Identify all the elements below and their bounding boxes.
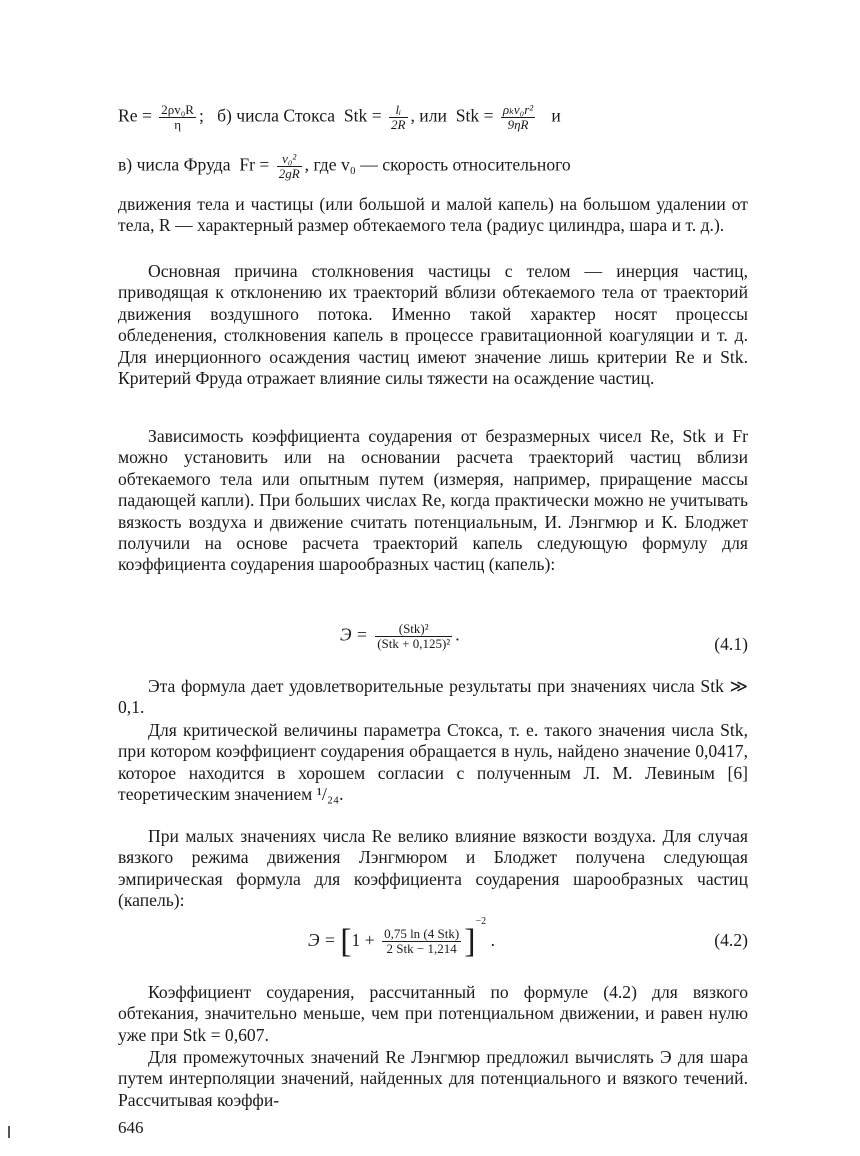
separator: ; <box>198 105 204 126</box>
formula-line-re-stk <box>118 103 758 132</box>
fr-numerator: v₀² <box>282 151 297 166</box>
paragraph-critical-stokes: Для критической величины параметра Стокса, т. е. такого значения числа Stk, при котором коэффициент соударения обращается в нуль, найдено значение 0,0417, которое находится в хорошем согласии с полученным Л. М. Левиным [6] теоретическим значением ¹/₂₄. <box>118 720 748 805</box>
f1-denominator: (Stk + 0,125)² <box>377 636 451 651</box>
stokes-label: б) числа Стокса <box>217 105 336 126</box>
paragraph-intermediate: Для промежуточных значений Re Лэнгмюр предложил вычислять Э для шара путем интерполяции значений, найденных для потенциального и вязкого течений. Рассчитывая коэффи- <box>118 1047 748 1110</box>
re-lhs: Re = <box>118 105 152 126</box>
fr-lhs: Fr = <box>239 154 270 175</box>
or-word: , или <box>410 105 447 126</box>
f1-numerator: (Stk)² <box>398 621 429 636</box>
stk1-denominator: 2R <box>391 117 406 132</box>
paragraph-formula-result: Эта формула дает удовлетворительные результаты при значениях числа Stk ≫ 0,1. <box>118 676 748 718</box>
froude-label: в) числа Фруда <box>118 154 231 175</box>
f2-denominator: 2 Stk − 1,214 <box>382 941 461 956</box>
stk2-denominator: 9ηR <box>501 117 535 132</box>
f2-fraction <box>382 927 461 956</box>
fr-fraction <box>277 152 302 181</box>
stk2-lhs: Stk = <box>455 105 494 126</box>
equation-number-4-2: (4.2) <box>714 930 748 950</box>
stk1-numerator: lᵢ <box>395 102 402 117</box>
stk1-fraction <box>389 103 407 132</box>
paragraph-dependence: Зависимость коэффициента соударения от безразмерных чисел Re, Stk и Fr можно установить или на основании расчета траекторий частиц вблизи обтекаемого тела или опытным путем (измеряя, например, приращение массы падающей капли). При больших числах Re, когда практически можно не учитывать вязкость воздуха и движение считать потенциальным, И. Лэнгмюр и К. Блоджет получили на основе расчета траекторий капель следующую формулу для коэффициента соударения шарообразных частиц (капель): <box>118 426 748 575</box>
formula-line-froude <box>118 152 758 181</box>
page-number: 646 <box>118 1118 144 1137</box>
paragraph-coefficient: Коэффициент соударения, рассчитанный по формуле (4.2) для вязкого обтекания, значительно меньше, чем при потенциальном движении, и равен нулю уже при Stk = 0,607. <box>118 982 748 1045</box>
equation-number-4-1: (4.1) <box>714 634 748 654</box>
f1-fraction <box>375 622 452 651</box>
f1-dot: . <box>455 624 460 645</box>
f2-one-plus: 1 + <box>351 930 375 950</box>
f2-power: −2 <box>475 916 487 927</box>
paragraph-small-re: При малых значениях числа Re велико влияние вязкости воздуха. Для случая вязкого режима движения Лэнгмюром и Блоджет получена следующая эмпирическая формула для коэффициента соударения шарообразных частиц (капель): <box>118 826 748 911</box>
f2-dot: . <box>490 930 495 950</box>
formula-4-2-expression <box>308 916 495 959</box>
f1-lhs: Э = <box>340 624 368 645</box>
stk2-numerator: ρₖv₀r² <box>502 102 534 117</box>
paragraph-main-cause: Основная причина столкновения частицы с телом — инерция частиц, приводящая к отклонению их траекторий вблизи обтекаемого тела от траекторий движения воздушного потока. Именно такой характер носят процессы обледенения, столкновения капель в процессе гравитационной коагуляции и т. д. Для инерционного осаждения частиц имеют значение лишь критерии Re и Stk. Критерий Фруда отражает влияние силы тяжести на осаждение частиц. <box>118 261 748 389</box>
tail-word: и <box>551 105 561 126</box>
formula-4-1 <box>118 622 748 666</box>
re-denominator: η <box>159 117 196 132</box>
fr-denominator: 2gR <box>278 166 300 181</box>
stk2-fraction <box>501 103 535 132</box>
formula-4-2 <box>118 914 748 966</box>
re-numerator: 2ρv₀R <box>161 102 194 117</box>
fr-where: , где v₀ — скорость относительного <box>304 154 571 175</box>
f2-open-bracket: [ <box>340 922 352 960</box>
re-fraction <box>159 103 196 132</box>
margin-mark <box>8 1126 10 1138</box>
f2-lhs: Э = <box>308 930 336 950</box>
f2-close-bracket: ] <box>464 922 476 960</box>
f2-numerator: 0,75 ln (4 Stk) <box>384 926 460 942</box>
stk1-lhs: Stk = <box>343 105 382 126</box>
formula-4-1-expression <box>340 622 460 651</box>
paragraph-motion: движения тела и частицы (или большой и малой капель) на большом удалении от тела, R — характерный размер обтекаемого тела (радиус цилиндра, шара и т. д.). <box>118 194 748 236</box>
